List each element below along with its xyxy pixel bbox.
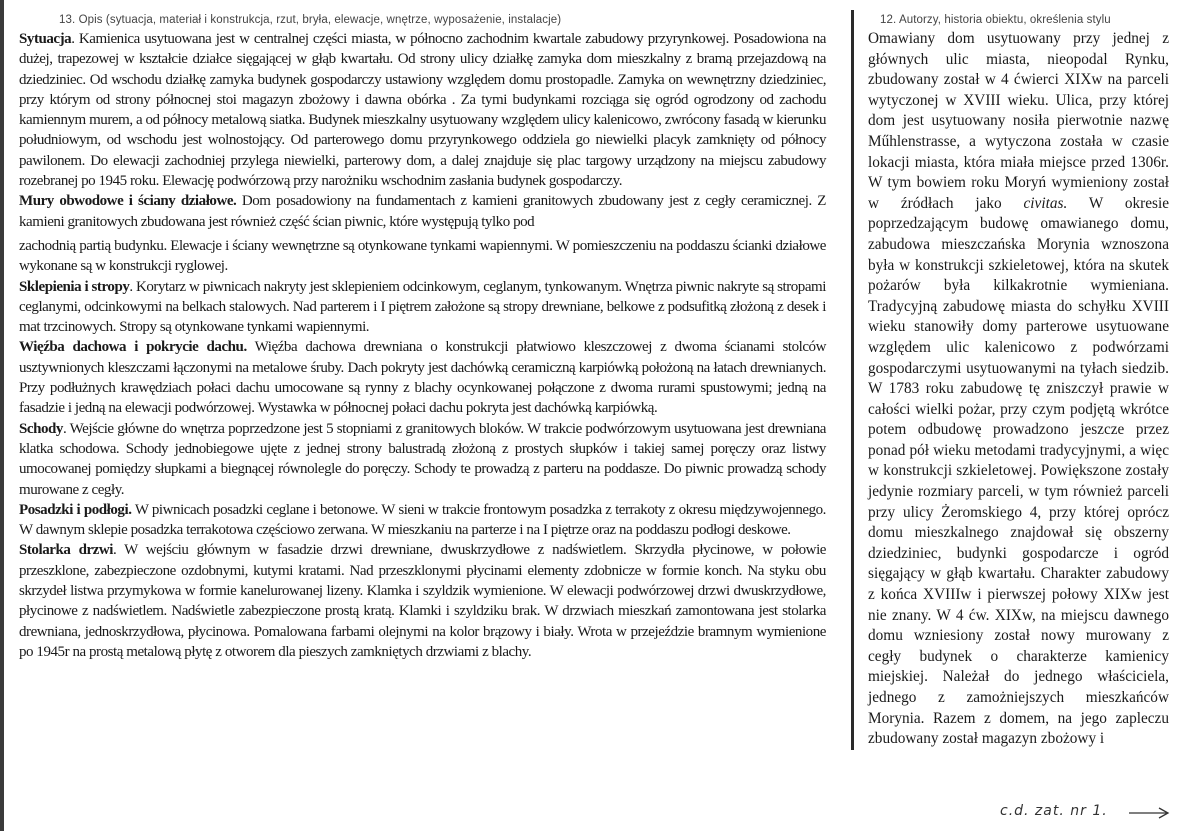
description-body	[19, 29, 826, 662]
section-posadzki	[19, 500, 826, 541]
section-text: zachodnią partią budynku. Elewacje i ściany wewnętrzne są otynkowane tynkami wapiennymi. W pomieszczeniu na poddaszu ścianki działowe wykonane są w konstrukcji ryglowej.	[19, 237, 826, 275]
section-title: Sklepienia i stropy	[19, 278, 130, 295]
section-text: Więźba dachowa drewniana o konstrukcji płatwiowo kleszczowej z dwoma ścianami stolców usztywnionych kleszczami łączonymi na metalowe śruby. Dach pokryty jest dachówką ceramiczną karpiówką położoną na łatach drewnianych. Przy podłużnych krawędziach połaci dachu umocowane są rynny z blachy ocynkowanej połączone z dwoma rurami spustowymi; jedną na fasadzie i jedną na elewacji podwórzowej. Wystawka w północnej połaci dachu pokryta jest dachówką karpiówką.	[19, 339, 826, 417]
description-header: 13. Opis (sytuacja, materiał i konstrukcja, rzut, bryła, elewacje, wnętrze, wyposażenie, instalacje)	[59, 14, 562, 26]
history-paragraph	[868, 29, 1169, 750]
section-sytuacja	[19, 29, 826, 191]
section-wiezba	[19, 337, 826, 418]
column-divider	[851, 10, 854, 750]
section-text: . Wejście główne do wnętrza poprzedzone jest 5 stopniami z granitowych bloków. W trakcie podwórzowym usytuowana jest drewniana klatka schodowa. Schody jednobiegowe ujęte z jednej strony balustradą złożoną z prostych słupków i takiej samej poręczy oraz listwy umocowanej pomiędzy słupkami a biegnącej równolegle do poręczy. Schody te prowadzą z parteru na poddasze. Do piwnic prowadzą schody murowane z cegły.	[19, 420, 826, 498]
section-sklepienia	[19, 277, 826, 338]
section-title: Mury obwodowe i ściany działowe.	[19, 193, 237, 210]
history-text: Omawiany dom usytuowany przy jednej z głównych ulic miasta, nieopodal Rynku, zbudowany został w 4 ćwierci XIXw na parceli wytyczonej w XVIII wieku. Ulica, przy której dom jest usytuowany nosiła pierwotnie nazwę Műhlenstrasse, a wytyczona została w czasie lokacji miasta, która miała miejsce przed 1306r. W tym bowiem roku Moryń wymieniony został w źródłach jako	[868, 30, 1169, 212]
section-text: W piwnicach posadzki ceglane i betonowe. W sieni w trakcie frontowym posadzka z terrakoty z okresu międzywojennego. W dawnym sklepie posadzka terrakotowa częściowo zerwana. W mieszkaniu na parterze i na I piętrze oraz na poddaszu podłogi deskowe.	[19, 501, 826, 539]
history-text: W okresie poprzedzającym budowę omawianego domu, zabudowa mieszczańska Morynia wznoszona była w konstrukcji szkieletowej, która na skutek pożarów była kilkakrotnie wymieniana. Tradycyjną zabudowę miasta do schyłku XVIII wieku stanowiły domy parterowe usytuowane względem ulic kalenicowo z podwórzami gospodarczymi usytuowanymi na tyłach siedzib. W 1783 roku zabudowę tę zniszczył prawie w całości wielki pożar, przy czym podjętą wkrótce potem odbudowę prowadzono jeszcze przez ponad pół wieku metodami tradycyjnymi, a więc w konstrukcji szkieletowej. Powiększone zostały jedynie rozmiary parceli, w tym również parceli przy ulicy Żeromskiego 4, przy której oprócz domu mieszkalnego znajdował się obszerny dziedziniec, budynki gospodarcze i ogród sięgający w głąb kwartału. Charakter zabudowy z końca XVIIIw i pierwszej połowy XIXw jest nie znany. W 4 ćw. XIXw, na miejscu dawnego domu wzniesiony został nowy murowany z cegły budynek o charakterze kamienicy miejskiej. Należał do jednego właściciela, jednego z zamożniejszych mieszkańców Morynia. Razem z domem, na jego zapleczu zbudowany został magazyn zbożowy i	[868, 194, 1169, 748]
section-text: . W wejściu głównym w fasadzie drzwi drewniane, dwuskrzydłowe z nadświetlem. Skrzydła płycinowe, w połowie przeszklone, zabezpieczone ozdobnymi, kutymi kratami. Nad przeszklonymi płycinami elementy zdobnicze w formie konch. Na styku obu skrzydeł listwa przymykowa w formie kanelurowanej lizeny. Klamka i szyldzik wymienione. W elewacji podwórzowej drzwi dwuskrzydłowe, płycinowe z nadświetlem. Nadświetle zabezpieczone prostą kratą. Klamki i szyldziku brak. W drzwiach mieszkań zamontowana jest stolarka drewniana, jednoskrzydłowa, płycinowa. Pomalowana farbami olejnymi na kolor brązowy i biały. Wrota w przejeździe bramnym wymienione po 1945r na prostą metalową płytę z otworem dla pieszych zamkniętych drzwiami z blachy.	[19, 542, 826, 660]
section-title: Więźba dachowa i pokrycie dachu.	[19, 339, 247, 356]
section-mury-continued	[19, 236, 826, 277]
continuation-note: c.d. zat. nr 1.	[1000, 803, 1108, 819]
page-scan-edge	[0, 0, 4, 831]
section-title: Posadzki i podłogi.	[19, 501, 132, 518]
section-stolarka	[19, 540, 826, 662]
section-text: . Korytarz w piwnicach nakryty jest sklepieniem odcinkowym, ceglanym, tynkowanym. Wnętrza piwnic nakryte są stropami ceglanymi, odcinkowymi na belkach stalowych. Nad parterem i I piętrem założone są stropy drewniane, belkowe z podsufitką złożoną z desek i mat trzcinowych. Stropy są otynkowane tynkami wapiennymi.	[19, 278, 826, 336]
section-text: . Kamienica usytuowana jest w centralnej części miasta, w północno zachodnim kwartale zabudowy przyrynkowej. Posadowiona na dużej, trapezowej w kształcie działce sięgającej w głąb kwartału. Od strony ulicy działkę zamyka dom mieszkalny z bramą przejazdową na dziedziniec. Od wschodu działkę zamyka budynek gospodarczy ustawiony względem domu prostopadle. Zamyka on wewnętrzny dziedziniec, przy którym od strony północnej stoi magazyn zbożowy i dawna obórka . Za tymi budynkami rozciąga się ogród ogrodzony od zachodu kamiennym murem, a od północy metalową siatka. Budynek mieszkalny usytuowany względem ulicy kalenicowo, zwrócony fasadą w kierunku południowym, od wschodu jest wolnostojący. Od parterowego domu przyrynkowego oddziela go niewielki placyk zamknięty od północy pawilonem. Do elewacji zachodniej przylega niewielki, parterowy dom, a dalej znajduje się plac targowy urządzony na miejscu zabudowy rozebranej po 1945 roku. Elewację podwórzową przy narożniku wschodnim zasłania budynek gospodarczy.	[19, 31, 826, 190]
section-title: Schody	[19, 420, 63, 437]
section-schody	[19, 419, 826, 500]
section-title: Stolarka drzwi	[19, 542, 113, 559]
history-body	[868, 29, 1169, 750]
right-arrow-icon	[1128, 806, 1170, 820]
history-italic-term: civitas.	[1023, 194, 1068, 212]
history-column	[868, 12, 1169, 750]
history-header: 12. Autorzy, historia obiektu, określenia stylu	[880, 14, 1111, 26]
section-mury	[19, 191, 826, 232]
description-column	[19, 12, 826, 662]
section-text: Dom posadowiony na fundamentach z kamieni granitowych zbudowany jest z cegły ceramicznej. Z kamieni granitowych zbudowana jest również część ścian piwnic, które występują tylko pod	[19, 193, 826, 230]
section-title: Sytuacja	[19, 31, 72, 47]
